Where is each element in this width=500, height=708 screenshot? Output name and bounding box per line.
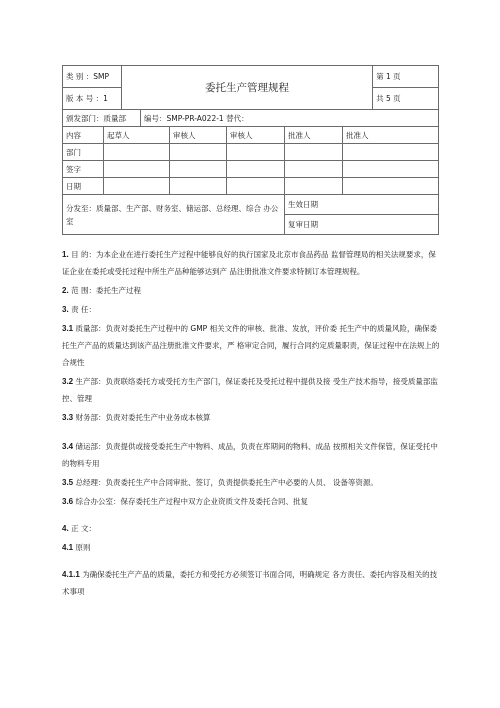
review-date-label: 复审日期 bbox=[285, 215, 439, 235]
col-content: 内容 bbox=[63, 127, 104, 144]
section-4-1: 4.1 原则 bbox=[62, 543, 91, 552]
col-reviewer-1: 审核人 bbox=[170, 127, 227, 144]
col-reviewer-2: 审核人 bbox=[227, 127, 285, 144]
doc-code: 编号：SMP-PR-A022-1 替代： bbox=[141, 110, 439, 127]
distribution-list: 分发至：质量部、生产部、财务室、储运部、总经理、综合 办公室 bbox=[63, 195, 285, 235]
issuing-department: 颁发部门：质量部 bbox=[63, 110, 141, 127]
section-3-5: 3.5 总经理：负责委托生产中合同审批、签订，负责提供委托生产中必要的人员、 设备等资源。 bbox=[62, 478, 378, 487]
col-approver-2: 批准人 bbox=[343, 127, 439, 144]
total-pages: 共 5 页 bbox=[373, 88, 439, 110]
row-signature: 签字 bbox=[63, 161, 104, 178]
section-scope: 2. 范 围：委托生产过程 bbox=[62, 286, 141, 295]
doc-version: 版 本 号 ：1 bbox=[63, 88, 122, 110]
section-3-1: 3.1 质量部：负责对委托生产过程中的 GMP 相关文件的审核、批准、发放，评价委 托生产中的质量风险，确保委托生产产品的质量达到该产品注册批准文件要求，严 格审定合同，履行合同约定质量职责，保证过程中在法规上的合规性 bbox=[62, 324, 440, 367]
section-responsibility: 3. 责 任： bbox=[62, 305, 96, 314]
effective-date-label: 生效日期 bbox=[285, 195, 439, 215]
section-3-4: 3.4 储运部：负责提供或接受委托生产中物料、成品，负责在库期间的物料、成品 按照相关文件保管，保证受托中的物料专用 bbox=[62, 442, 438, 468]
col-approver-1: 批准人 bbox=[285, 127, 343, 144]
page-number: 第 1 页 bbox=[373, 66, 439, 88]
section-3-2: 3.2 生产部：负责联络委托方或受托方生产部门，保证委托及受托过程中提供及接 受生产技术指导，接受质量部监控、管理 bbox=[62, 377, 438, 403]
doc-title: 委托生产管理规程 bbox=[122, 66, 373, 110]
section-main-text: 4. 正 文： bbox=[62, 524, 96, 533]
document-body bbox=[62, 246, 440, 600]
section-3-3: 3.3 财务部：负责对委托生产中业务成本核算 bbox=[62, 413, 211, 422]
row-department: 部门 bbox=[63, 144, 104, 161]
section-4-1-1: 4.1.1 为确保委托生产产品的质量，委托方和受托方必须签订书面合同，明确规定 各方责任、委托内容及相关的技术事项 bbox=[62, 570, 438, 596]
col-drafter: 起草人 bbox=[104, 127, 170, 144]
doc-category: 类 别 ：SMP bbox=[63, 66, 122, 88]
document-header-table bbox=[62, 65, 439, 235]
row-date: 日期 bbox=[63, 178, 104, 195]
section-purpose: 1. 目 的：为本企业在进行委托生产过程中能够良好的执行国家及北京市食品药品 监督管理局的相关法规要求，保证企业在委托或受托过程中所生产品种能够达到产 品注册批准文件要求特制订本管理规程。 bbox=[62, 250, 436, 276]
section-3-6: 3.6 综合办公室：保存委托生产过程中双方企业资质文件及委托合同、批复 bbox=[62, 497, 309, 506]
